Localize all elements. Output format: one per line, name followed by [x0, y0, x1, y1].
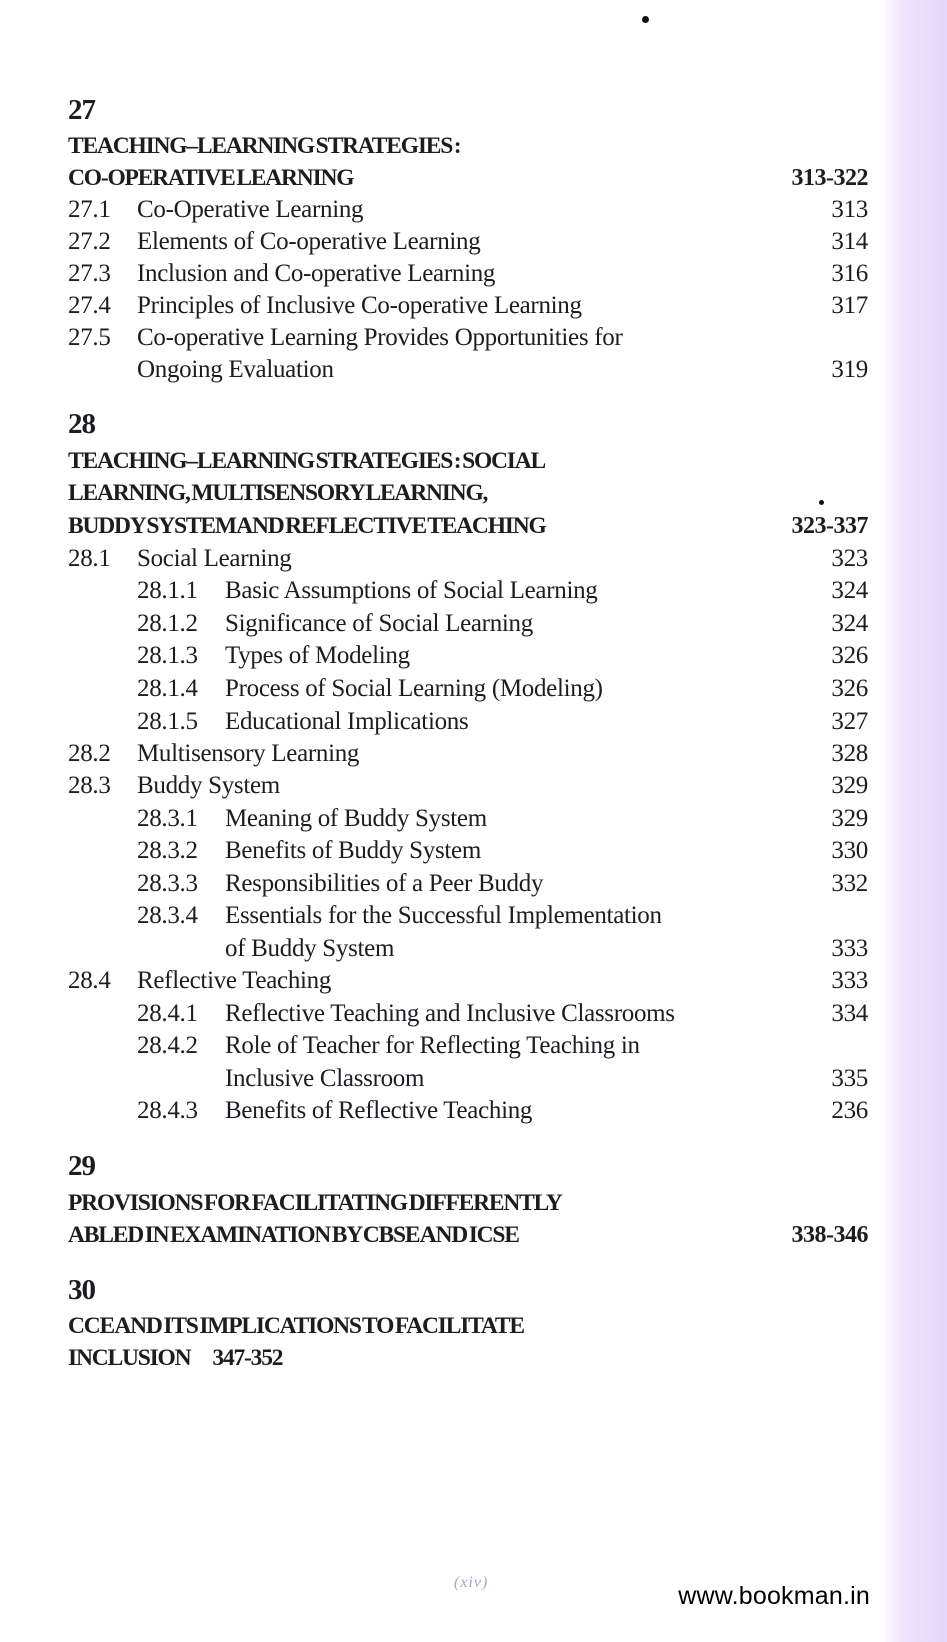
toc-subentry[interactable] [68, 608, 868, 640]
page-number: 329 [831, 805, 868, 832]
toc-entry[interactable] [68, 770, 868, 802]
chapter-title[interactable]: TEACHING–LEARNING STRATEGIES : [68, 133, 461, 159]
page-number: 326 [831, 642, 868, 669]
section-title: Principles of Inclusive Co-operative Learning [137, 292, 582, 319]
toc-entry[interactable] [68, 290, 868, 322]
subsection-title: Role of Teacher for Reflecting Teaching in [225, 1032, 640, 1059]
section-title: Elements of Co-operative Learning [137, 228, 481, 255]
chapter-number: 28 [68, 408, 95, 440]
folio-page-number: (xiv) [454, 1574, 489, 1591]
toc-subentry[interactable] [68, 868, 868, 900]
page-number: 324 [831, 610, 868, 637]
subsection-number: 28.3.4 [137, 902, 198, 929]
toc-subentry[interactable] [68, 900, 868, 932]
toc-entry-continuation[interactable] [68, 354, 868, 386]
section-title: Ongoing Evaluation [137, 356, 334, 383]
page-number: 236 [831, 1097, 868, 1124]
toc-subentry[interactable] [68, 803, 868, 835]
page-number: 332 [831, 870, 868, 897]
chapter-number: 30 [68, 1274, 95, 1306]
subsection-number: 28.4.3 [137, 1097, 198, 1124]
ink-speck [642, 16, 649, 23]
subsection-title: Benefits of Buddy System [225, 837, 481, 864]
subsection-title: Meaning of Buddy System [225, 805, 487, 832]
chapter-title[interactable]: TEACHING–LEARNING STRATEGIES : SOCIAL [68, 448, 545, 474]
subsection-number: 28.3.2 [137, 837, 198, 864]
toc-subentry[interactable] [68, 998, 868, 1030]
page-number: 329 [831, 772, 868, 799]
subsection-title: Reflective Teaching and Inclusive Classrooms [225, 1000, 675, 1027]
chapter-title[interactable]: PROVISIONS FOR FACILITATING DIFFERENTLY [68, 1190, 562, 1216]
section-number: 27.2 [68, 228, 111, 255]
section-title: Inclusion and Co-operative Learning [137, 260, 496, 287]
chapter-page-range: 347-352 [212, 1345, 283, 1371]
chapter-page-range: 323-337 [791, 513, 868, 539]
subsection-number: 28.1.3 [137, 642, 198, 669]
toc-subentry[interactable] [68, 673, 868, 705]
section-number: 27.3 [68, 260, 111, 287]
chapter-title[interactable]: LEARNING, MULTISENSORY LEARNING, [68, 480, 488, 506]
toc-subentry[interactable] [68, 1095, 868, 1127]
page-number: 327 [831, 708, 868, 735]
subsection-title: Educational Implications [225, 708, 469, 735]
subsection-title: Types of Modeling [225, 642, 410, 669]
section-title: Co-Operative Learning [137, 196, 364, 223]
page-number: 324 [831, 577, 868, 604]
chapter-number: 27 [68, 94, 95, 126]
subsection-title: Essentials for the Successful Implementation [225, 902, 662, 929]
section-title: Multisensory Learning [137, 740, 360, 767]
chapter-page-range: 313-322 [791, 165, 868, 191]
chapter-title[interactable]: BUDDY SYSTEM AND REFLECTIVE TEACHING 323-337 [68, 510, 868, 542]
toc-subentry[interactable] [68, 640, 868, 672]
page-number: 317 [831, 292, 868, 319]
watermark: www.bookman.in [678, 1582, 870, 1610]
chapter-title[interactable]: CCE AND ITS IMPLICATIONS TO FACILITATE [68, 1313, 524, 1339]
chapter-page-range: 338-346 [791, 1222, 868, 1248]
subsection-number: 28.1.1 [137, 577, 198, 604]
page-number: 335 [831, 1065, 868, 1092]
page-number: 319 [831, 356, 868, 383]
subsection-title: Responsibilities of a Peer Buddy [225, 870, 544, 897]
subsection-title: of Buddy System [225, 935, 395, 962]
toc-subentry[interactable] [68, 706, 868, 738]
toc-entry[interactable] [68, 258, 868, 290]
page-number: 313 [831, 196, 868, 223]
chapter-title[interactable]: ABLED IN EXAMINATION BY CBSE AND ICSE 338-346 [68, 1219, 868, 1251]
section-number: 28.3 [68, 772, 111, 799]
subsection-title: Process of Social Learning (Modeling) [225, 675, 603, 702]
toc-entry[interactable] [68, 543, 868, 575]
toc-subentry-continuation[interactable] [68, 933, 868, 965]
section-number: 28.4 [68, 967, 111, 994]
toc-subentry[interactable] [68, 835, 868, 867]
toc-entry[interactable] [68, 194, 868, 226]
subsection-number: 28.3.1 [137, 805, 198, 832]
toc-entry[interactable] [68, 226, 868, 258]
subsection-number: 28.1.2 [137, 610, 198, 637]
section-title: Social Learning [137, 545, 292, 572]
chapter-title[interactable]: INCLUSION 347-352 [68, 1345, 283, 1371]
subsection-number: 28.1.4 [137, 675, 198, 702]
subsection-title: Benefits of Reflective Teaching [225, 1097, 533, 1124]
section-number: 27.4 [68, 292, 111, 319]
page-number: 314 [831, 228, 868, 255]
subsection-title: Significance of Social Learning [225, 610, 533, 637]
section-title: Reflective Teaching [137, 967, 332, 994]
page-number: 316 [831, 260, 868, 287]
section-number: 27.5 [68, 324, 111, 351]
page-number: 326 [831, 675, 868, 702]
subsection-number: 28.1.5 [137, 708, 198, 735]
chapter-number: 29 [68, 1150, 95, 1182]
toc-entry[interactable] [68, 738, 868, 770]
subsection-number: 28.4.2 [137, 1032, 198, 1059]
page-number: 334 [831, 1000, 868, 1027]
subsection-number: 28.3.3 [137, 870, 198, 897]
subsection-title: Inclusive Classroom [225, 1065, 425, 1092]
subsection-title: Basic Assumptions of Social Learning [225, 577, 598, 604]
page-edge-shadow [885, 0, 947, 1642]
page-number: 328 [831, 740, 868, 767]
toc-subentry[interactable] [68, 1030, 868, 1062]
section-title: Buddy System [137, 772, 280, 799]
toc-subentry[interactable] [68, 575, 868, 607]
subsection-number: 28.4.1 [137, 1000, 198, 1027]
page-number: 323 [831, 545, 868, 572]
toc-entry[interactable] [68, 965, 868, 997]
page-number: 333 [831, 967, 868, 994]
page-number: 330 [831, 837, 868, 864]
section-number: 28.1 [68, 545, 111, 572]
section-number: 28.2 [68, 740, 111, 767]
section-title: Co-operative Learning Provides Opportunities for [137, 324, 623, 351]
section-number: 27.1 [68, 196, 111, 223]
toc-subentry-continuation[interactable] [68, 1063, 868, 1095]
toc-entry[interactable] [68, 322, 868, 354]
chapter-title[interactable]: CO-OPERATIVE LEARNING 313-322 [68, 162, 868, 194]
page-number: 333 [831, 935, 868, 962]
